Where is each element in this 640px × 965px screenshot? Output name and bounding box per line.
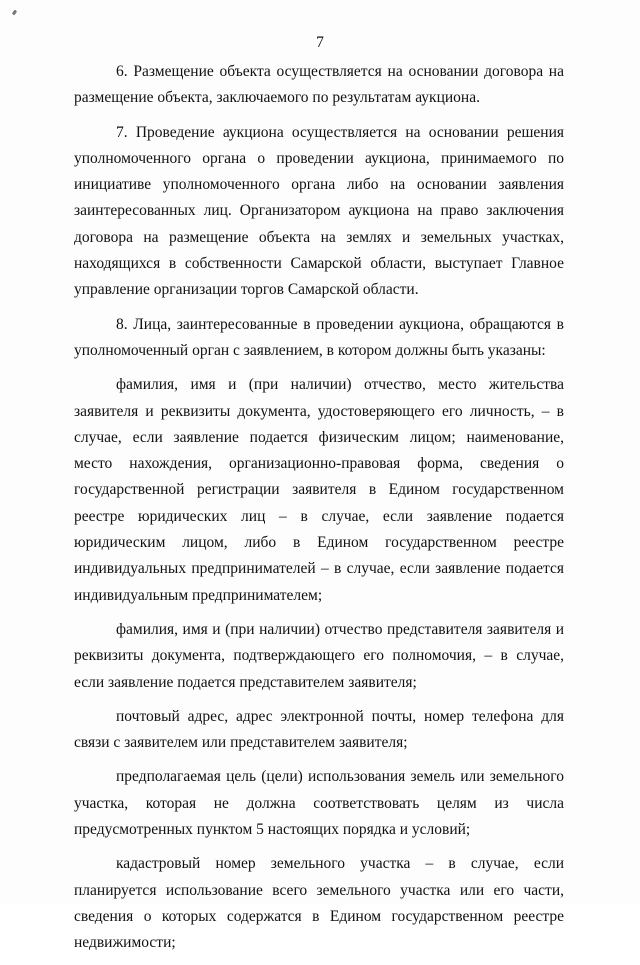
scan-mark bbox=[12, 10, 17, 16]
paragraph-7: 7. Проведение аукциона осуществляется на основании решения уполномоченного органа о проведении аукциона, принимаемого по инициативе уполномоченного органа либо на основании заявления заинтересованных лиц. Организатором аукциона на право заключения договора на размещение объекта на землях и земельных участках, находящихся в собственности Самарской области, выступает Главное управление организации торгов Самарской области. bbox=[74, 123, 564, 299]
paragraph-contacts: почтовый адрес, адрес электронной почты, номер телефона для связи с заявителем или представителем заявителя; bbox=[74, 707, 564, 752]
paragraph-cadastral-number: кадастровый номер земельного участка – в случае, если планируется использование всего земельного участка или его части, сведения о которых содержатся в Едином государственном реестре недвижимости; bbox=[74, 855, 564, 952]
paragraph-8: 8. Лица, заинтересованные в проведении аукциона, обращаются в уполномоченный орган с заявлением, в котором должны быть указаны: bbox=[74, 315, 564, 359]
paragraph-applicant-identity: фамилия, имя и (при наличии) отчество, место жительства заявителя и реквизиты документа, удостоверяющего его личность, – в случае, если заявление подается физическим лицом; наименование, место нахождения, организационно-правовая форма, сведения о государственной регистрации заявителя в Едином государственном реестре юридических лиц – в случае, если заявление подается юридическим лицом, либо в Едином государственном реестре индивидуальных предпринимателей – в случае, если заявление подается индивидуальным предпринимателем; bbox=[74, 376, 564, 604]
paragraph-6: 6. Размещение объекта осуществляется на основании договора на размещение объекта, заключаемого по результатам аукциона. bbox=[74, 63, 564, 107]
page-number: 7 bbox=[316, 34, 324, 51]
document-body bbox=[74, 59, 564, 965]
paragraph-purpose: предполагаемая цель (цели) использования земель или земельного участка, которая не должна соответствовать целям из числа предусмотренных пунктом 5 настоящих порядка и условий; bbox=[74, 768, 564, 839]
paragraph-representative: фамилия, имя и (при наличии) отчество представителя заявителя и реквизиты документа, подтверждающего его полномочия, – в случае, если заявление подается представителем заявителя; bbox=[74, 620, 564, 691]
